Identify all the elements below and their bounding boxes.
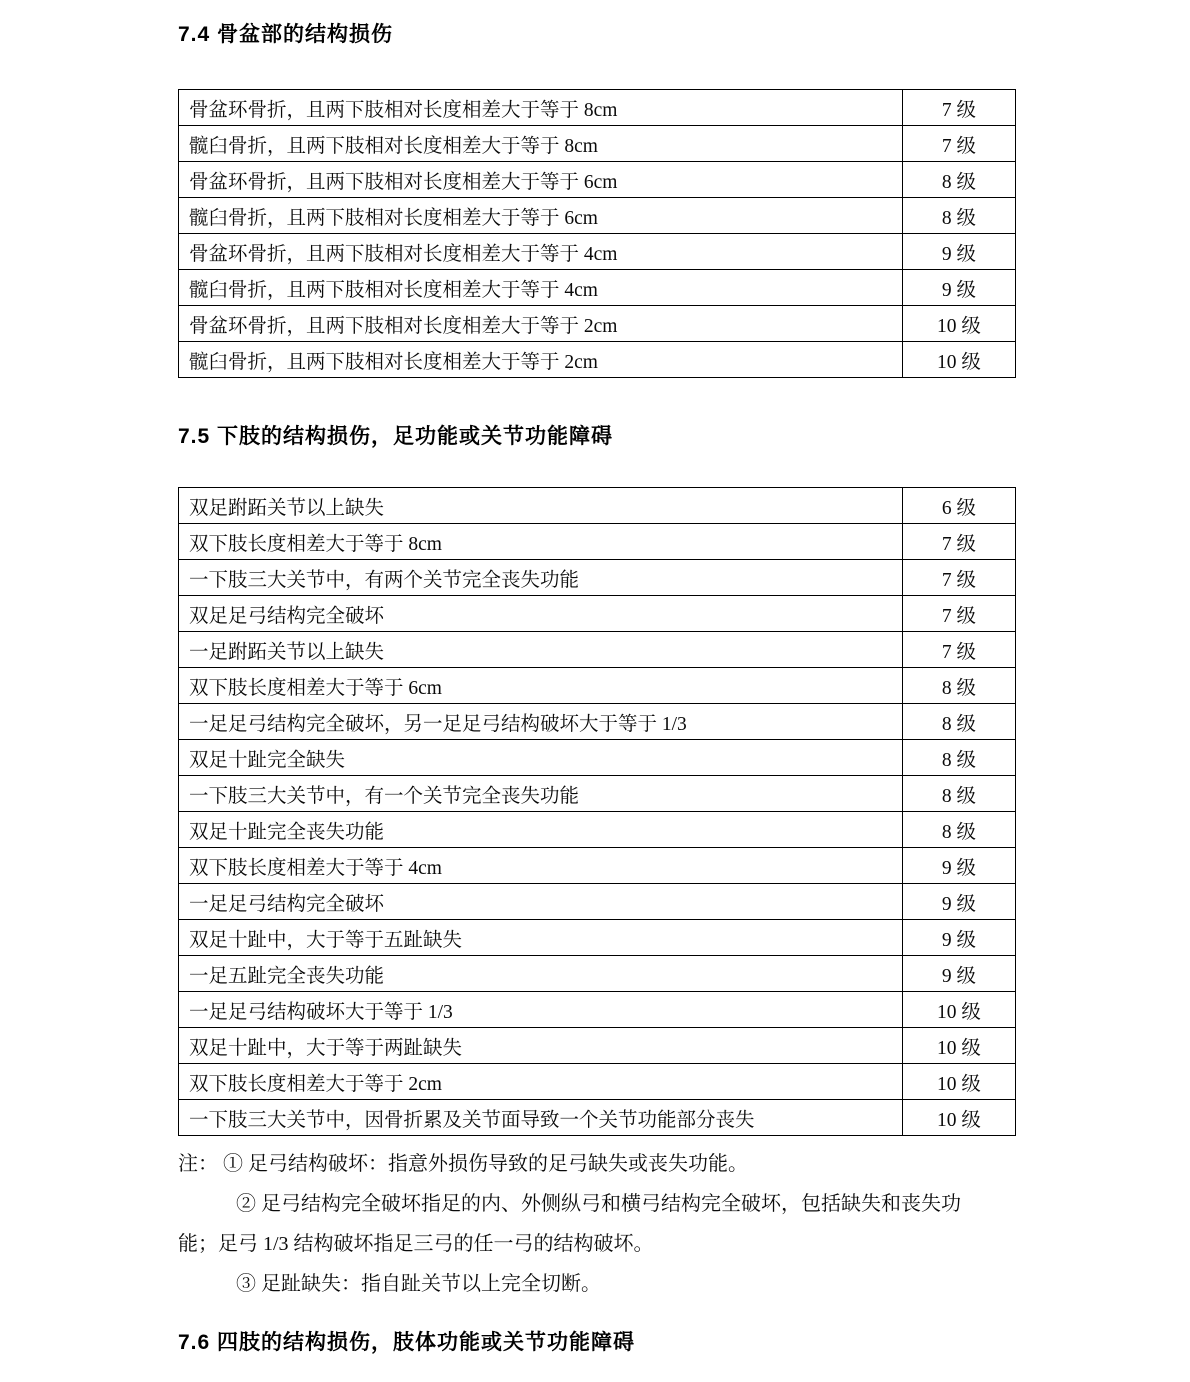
section-heading-7-5: 7.5 下肢的结构损伤，足功能或关节功能障碍 (178, 425, 614, 448)
table-row (179, 342, 1016, 378)
criterion-cell: 双下肢长度相差大于等于 8cm (179, 524, 903, 560)
table-row (179, 992, 1016, 1028)
grade-cell: 10 级 (903, 1100, 1016, 1136)
criterion-cell: 一下肢三大关节中，因骨折累及关节面导致一个关节功能部分丧失 (179, 1100, 903, 1136)
criterion-cell: 一足足弓结构破坏大于等于 1/3 (179, 992, 903, 1028)
grade-cell: 7 级 (903, 90, 1016, 126)
grade-cell: 10 级 (903, 1028, 1016, 1064)
grade-cell: 7 级 (903, 632, 1016, 668)
criterion-cell: 一下肢三大关节中，有一个关节完全丧失功能 (179, 776, 903, 812)
table-row (179, 1100, 1016, 1136)
table-row (179, 704, 1016, 740)
criterion-cell: 髋臼骨折，且两下肢相对长度相差大于等于 6cm (179, 198, 903, 234)
table-row (179, 956, 1016, 992)
grade-cell: 8 级 (903, 740, 1016, 776)
grade-cell: 10 级 (903, 342, 1016, 378)
grading-table-pelvis-body (179, 90, 1016, 378)
grade-cell: 10 级 (903, 1064, 1016, 1100)
grade-cell: 7 级 (903, 126, 1016, 162)
grading-table-lower-limb (178, 487, 1016, 1136)
table-row (179, 848, 1016, 884)
section-heading-7-6: 7.6 四肢的结构损伤，肢体功能或关节功能障碍 (178, 1331, 636, 1354)
table-row (179, 234, 1016, 270)
criterion-cell: 双下肢长度相差大于等于 2cm (179, 1064, 903, 1100)
table-row (179, 740, 1016, 776)
criterion-cell: 一足五趾完全丧失功能 (179, 956, 903, 992)
grade-cell: 9 级 (903, 956, 1016, 992)
grade-cell: 8 级 (903, 704, 1016, 740)
grade-cell: 9 级 (903, 884, 1016, 920)
grade-cell: 10 级 (903, 306, 1016, 342)
criterion-cell: 双足十趾完全缺失 (179, 740, 903, 776)
table-row (179, 198, 1016, 234)
criterion-cell: 一足跗跖关节以上缺失 (179, 632, 903, 668)
section-heading-7-4: 7.4 骨盆部的结构损伤 (178, 23, 394, 46)
grade-cell: 7 级 (903, 524, 1016, 560)
note-line-1: 注： ① 足弓结构破坏：指意外损伤导致的足弓缺失或丧失功能。 (178, 1153, 748, 1175)
table-row (179, 812, 1016, 848)
table-row (179, 1064, 1016, 1100)
table-row (179, 884, 1016, 920)
grading-table-lower-limb-body (179, 488, 1016, 1136)
criterion-cell: 骨盆环骨折，且两下肢相对长度相差大于等于 4cm (179, 234, 903, 270)
grade-cell: 8 级 (903, 668, 1016, 704)
criterion-cell: 一足足弓结构完全破坏 (179, 884, 903, 920)
table-row (179, 162, 1016, 198)
grade-cell: 8 级 (903, 198, 1016, 234)
criterion-cell: 双足十趾中，大于等于两趾缺失 (179, 1028, 903, 1064)
note-line-4: ③ 足趾缺失：指自趾关节以上完全切断。 (236, 1273, 601, 1295)
criterion-cell: 骨盆环骨折，且两下肢相对长度相差大于等于 6cm (179, 162, 903, 198)
criterion-cell: 髋臼骨折，且两下肢相对长度相差大于等于 2cm (179, 342, 903, 378)
grade-cell: 9 级 (903, 270, 1016, 306)
criterion-cell: 髋臼骨折，且两下肢相对长度相差大于等于 4cm (179, 270, 903, 306)
table-row (179, 668, 1016, 704)
table-row (179, 560, 1016, 596)
criterion-cell: 双足足弓结构完全破坏 (179, 596, 903, 632)
grade-cell: 6 级 (903, 488, 1016, 524)
criterion-cell: 双下肢长度相差大于等于 6cm (179, 668, 903, 704)
table-row (179, 488, 1016, 524)
table-row (179, 270, 1016, 306)
table-row (179, 90, 1016, 126)
table-row (179, 306, 1016, 342)
table-row (179, 126, 1016, 162)
grade-cell: 7 级 (903, 560, 1016, 596)
grade-cell: 8 级 (903, 776, 1016, 812)
criterion-cell: 双足十趾中，大于等于五趾缺失 (179, 920, 903, 956)
grade-cell: 8 级 (903, 812, 1016, 848)
criterion-cell: 髋臼骨折，且两下肢相对长度相差大于等于 8cm (179, 126, 903, 162)
criterion-cell: 一下肢三大关节中，有两个关节完全丧失功能 (179, 560, 903, 596)
criterion-cell: 骨盆环骨折，且两下肢相对长度相差大于等于 2cm (179, 306, 903, 342)
table-row (179, 920, 1016, 956)
criterion-cell: 双下肢长度相差大于等于 4cm (179, 848, 903, 884)
criterion-cell: 双足十趾完全丧失功能 (179, 812, 903, 848)
grade-cell: 10 级 (903, 992, 1016, 1028)
grade-cell: 9 级 (903, 920, 1016, 956)
grade-cell: 7 级 (903, 596, 1016, 632)
note-line-3: 能；足弓 1/3 结构破坏指足三弓的任一弓的结构破坏。 (178, 1233, 654, 1255)
grade-cell: 9 级 (903, 848, 1016, 884)
notes-block (178, 1144, 1018, 1304)
table-row (179, 1028, 1016, 1064)
grade-cell: 8 级 (903, 162, 1016, 198)
table-row (179, 776, 1016, 812)
grading-table-pelvis (178, 89, 1016, 378)
criterion-cell: 双足跗跖关节以上缺失 (179, 488, 903, 524)
table-row (179, 596, 1016, 632)
note-line-2: ② 足弓结构完全破坏指足的内、外侧纵弓和横弓结构完全破坏，包括缺失和丧失功 (236, 1193, 961, 1215)
table-row (179, 524, 1016, 560)
criterion-cell: 骨盆环骨折，且两下肢相对长度相差大于等于 8cm (179, 90, 903, 126)
criterion-cell: 一足足弓结构完全破坏，另一足足弓结构破坏大于等于 1/3 (179, 704, 903, 740)
table-row (179, 632, 1016, 668)
document-content (178, 18, 1018, 1356)
grade-cell: 9 级 (903, 234, 1016, 270)
